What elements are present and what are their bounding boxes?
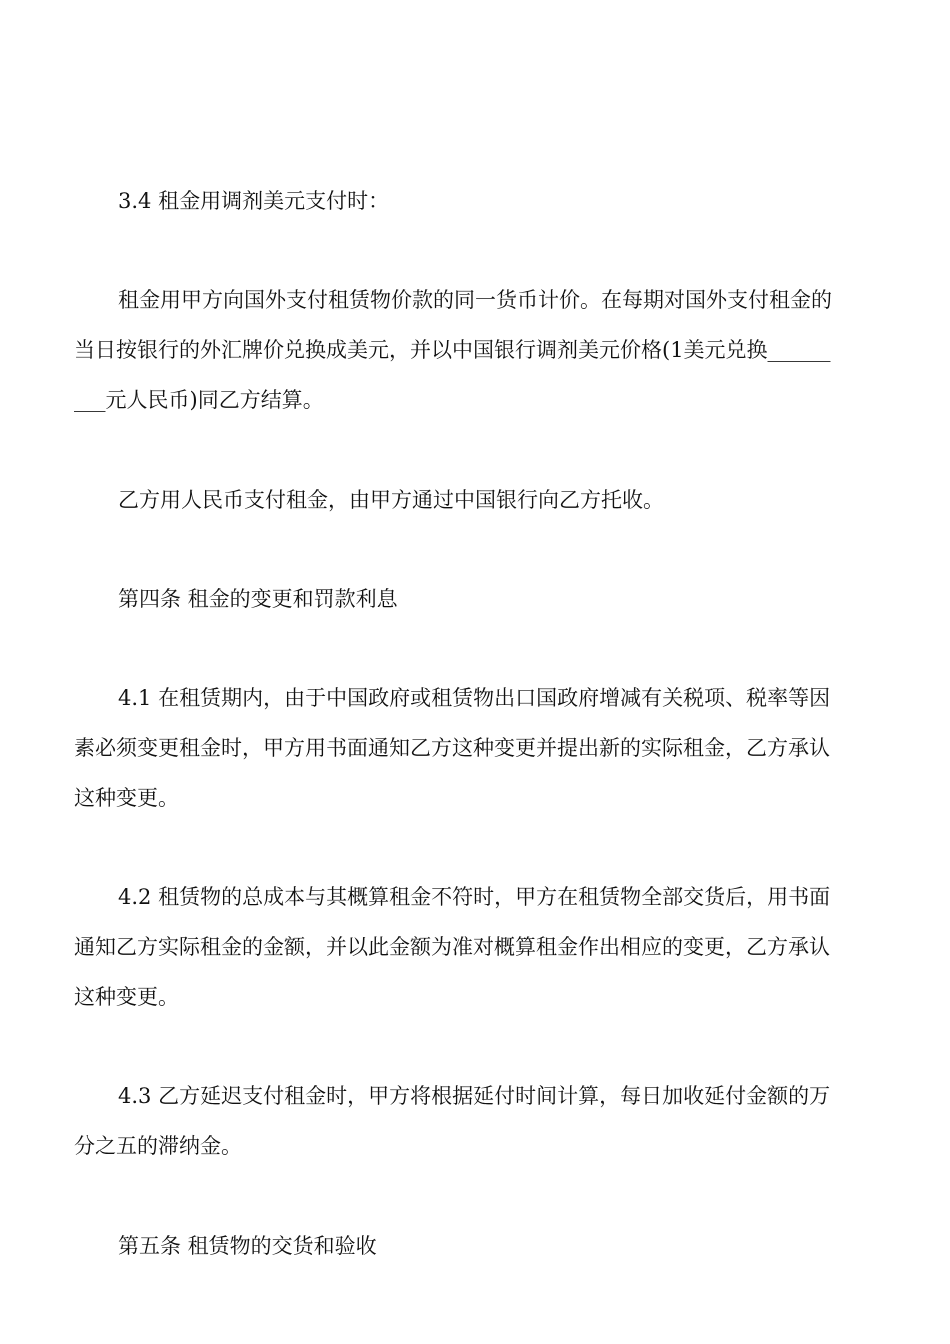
text-line: 4.3 乙方延迟支付租金时，甲方将根据延付时间计算，每日加收延付金额的万	[118, 1084, 831, 1108]
text-line: 4.1 在租赁期内，由于中国政府或租赁物出口国政府增减有关税项、税率等因	[118, 686, 831, 710]
text-line: 3.4 租金用调剂美元支付时：	[118, 189, 390, 213]
text-line: 乙方用人民币支付租金，由甲方通过中国银行向乙方托收。	[118, 488, 664, 512]
article-4-heading	[74, 574, 880, 624]
clause-4-2	[74, 872, 880, 1022]
text-line: 租金用甲方向国外支付租赁物价款的同一货币计价。在每期对国外支付租金的	[118, 288, 832, 312]
text-line: 第五条 租赁物的交货和验收	[118, 1234, 377, 1258]
text-line: 分之五的滞纳金。	[74, 1134, 242, 1158]
text-line: 这种变更。	[74, 985, 179, 1009]
article-5-heading	[74, 1221, 880, 1271]
clause-4-3	[74, 1071, 880, 1171]
text-line: ___元人民币)同乙方结算。	[74, 388, 324, 412]
clause-3-4-body	[74, 275, 880, 425]
text-line: 4.2 租赁物的总成本与其概算租金不符时，甲方在租赁物全部交货后，用书面	[118, 885, 831, 909]
text-line: 当日按银行的外汇牌价兑换成美元，并以中国银行调剂美元价格(1美元兑换______	[74, 338, 831, 362]
text-line: 这种变更。	[74, 786, 179, 810]
clause-4-1	[74, 673, 880, 823]
clause-3-4-heading	[74, 176, 880, 226]
rmb-payment-paragraph	[74, 475, 880, 525]
text-line: 素必须变更租金时，甲方用书面通知乙方这种变更并提出新的实际租金，乙方承认	[74, 736, 830, 760]
text-line: 第四条 租金的变更和罚款利息	[118, 587, 398, 611]
text-line: 通知乙方实际租金的金额，并以此金额为准对概算租金作出相应的变更，乙方承认	[74, 935, 830, 959]
